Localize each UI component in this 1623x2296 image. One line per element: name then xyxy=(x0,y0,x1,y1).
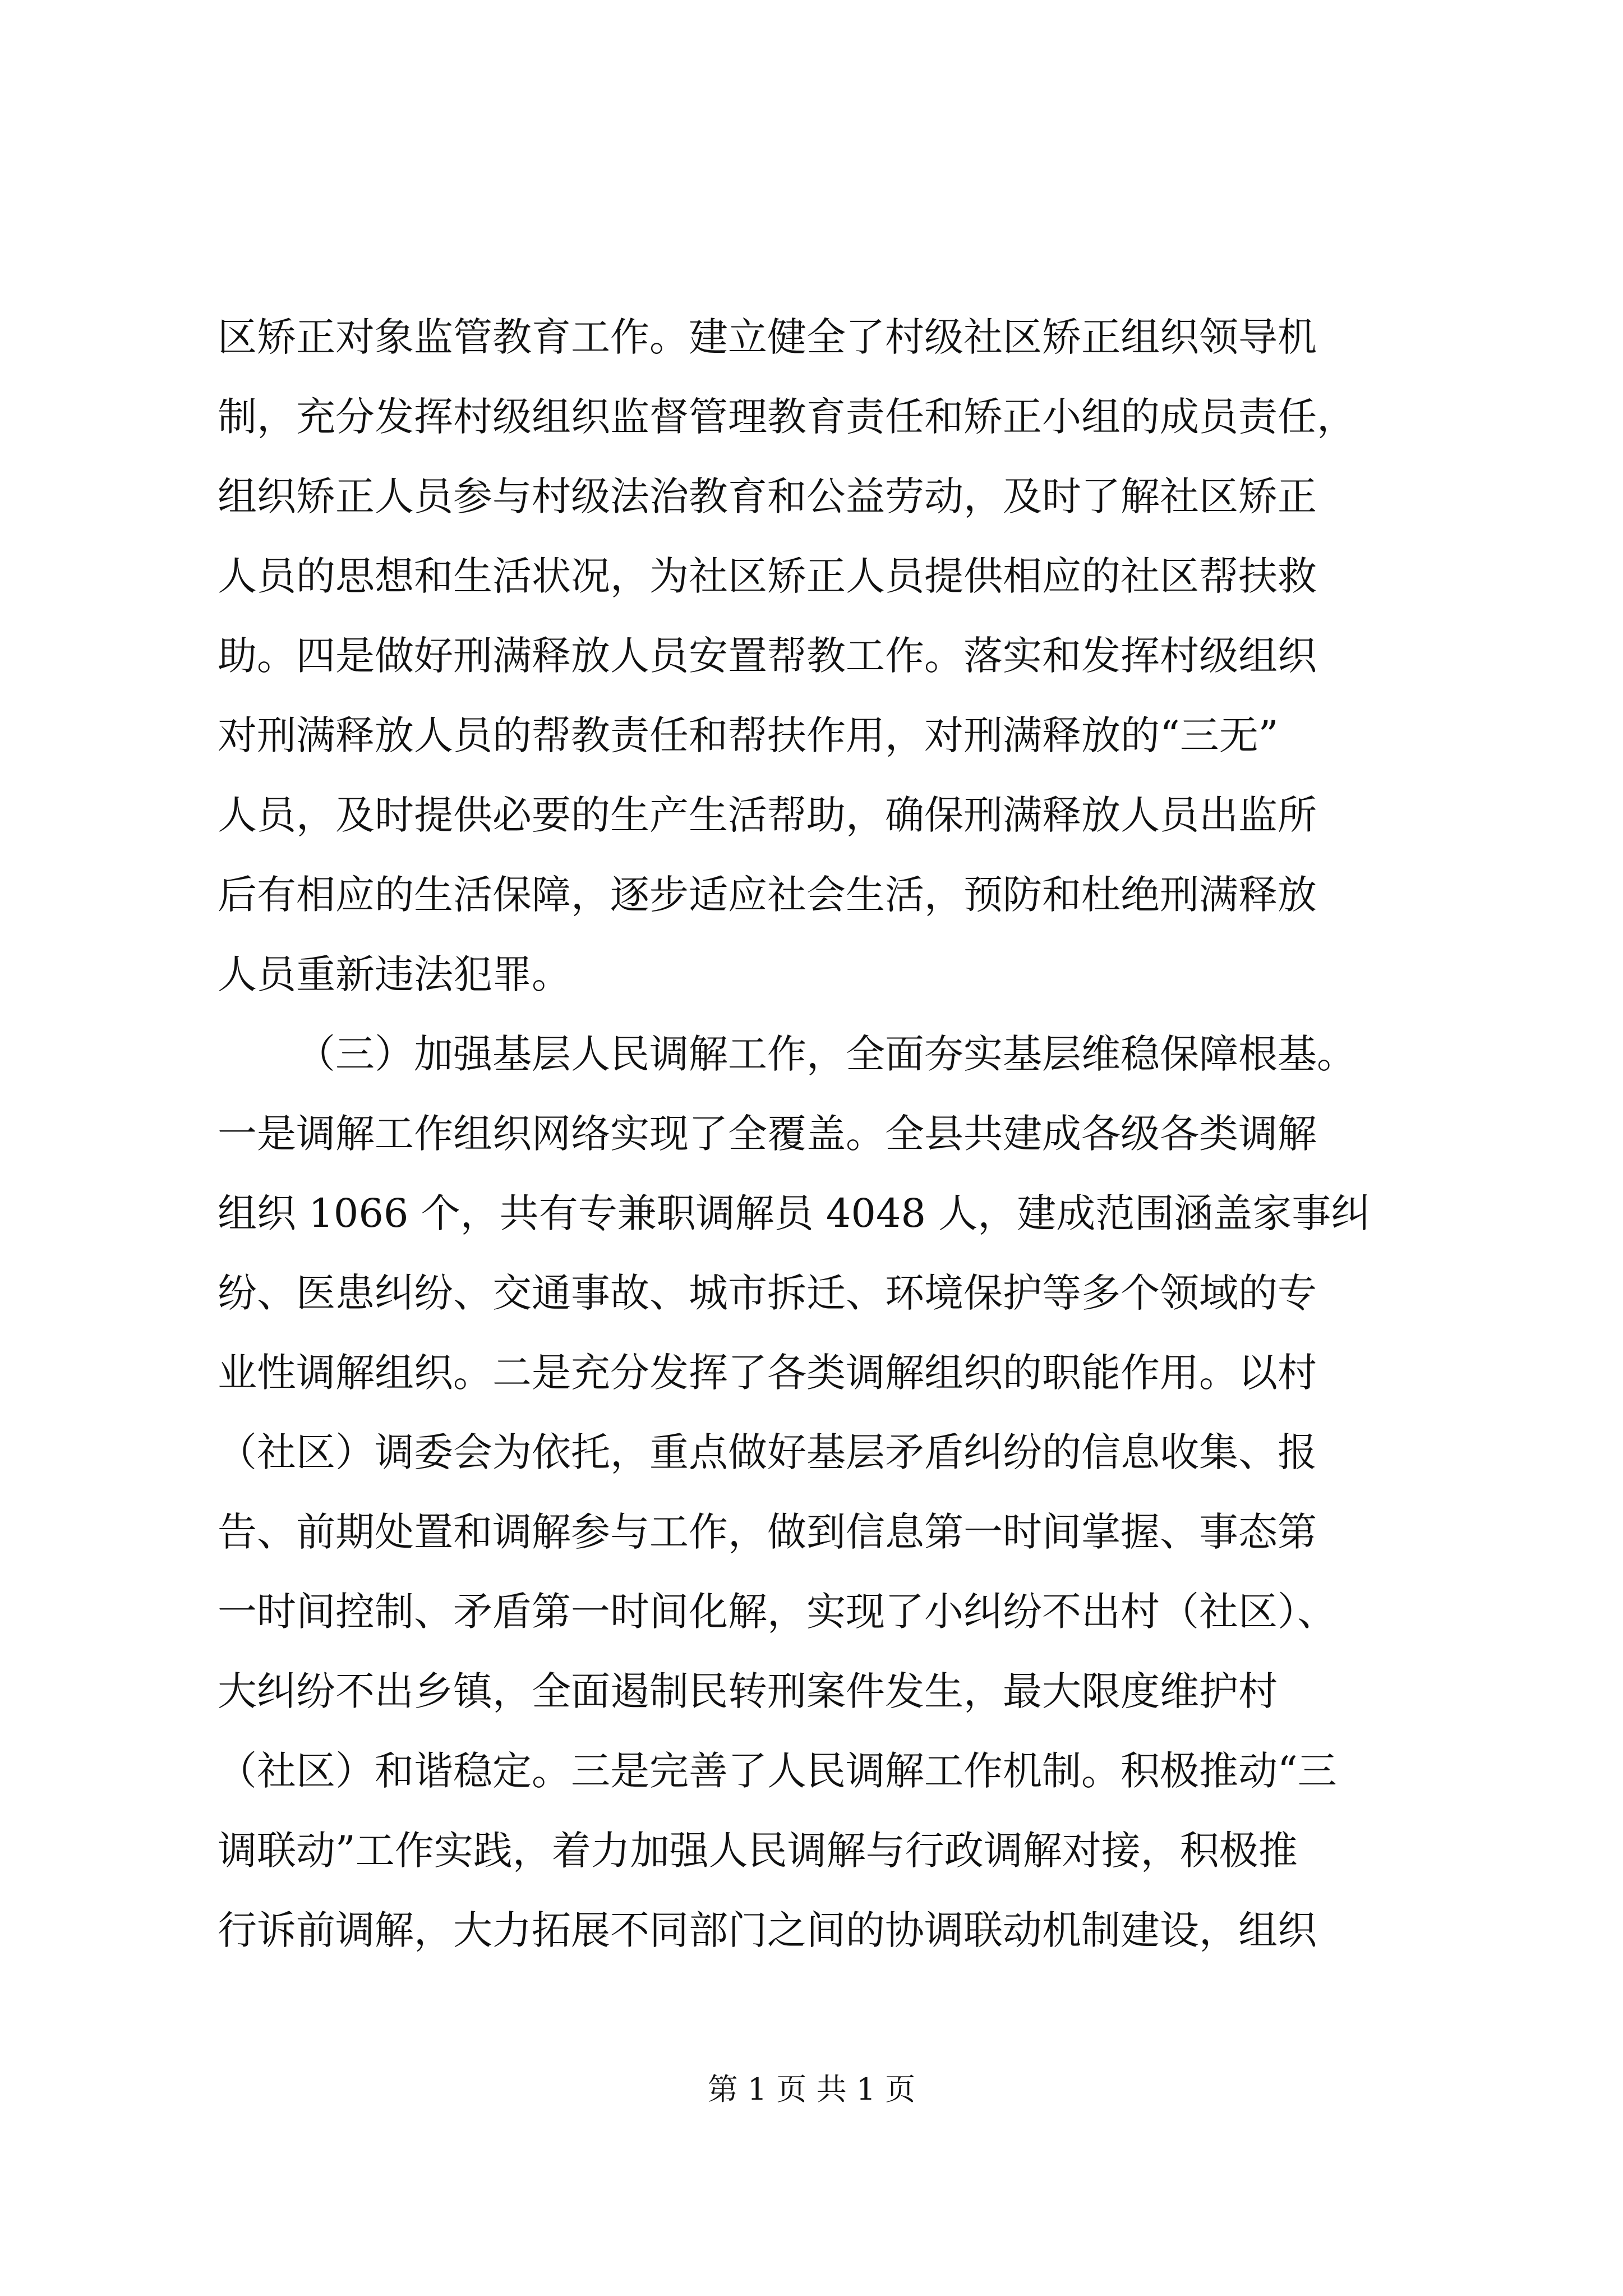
text-line: 组织矫正人员参与村级法治教育和公益劳动，及时了解社区矫正 xyxy=(218,473,1317,519)
text-line: 人员重新违法犯罪。 xyxy=(218,951,571,997)
text-line: 人员，及时提供必要的生产生活帮助，确保刑满释放人员出监所 xyxy=(218,792,1317,838)
text-line: 一时间控制、矛盾第一时间化解，实现了小纠纷不出村（社区）、 xyxy=(218,1589,1336,1635)
text-line: 业性调解组织。二是充分发挥了各类调解组织的职能作用。以村 xyxy=(218,1350,1317,1396)
text-line: 告、前期处置和调解参与工作，做到信息第一时间掌握、事态第 xyxy=(218,1509,1317,1555)
text-line: 人员的思想和生活状况，为社区矫正人员提供相应的社区帮扶救 xyxy=(218,553,1317,599)
text-line: 调联动”工作实践，着力加强人民调解与行政调解对接，积极推 xyxy=(218,1828,1298,1874)
text-line: 助。四是做好刑满释放人员安置帮教工作。落实和发挥村级组织 xyxy=(218,633,1317,679)
text-line: 后有相应的生活保障，逐步适应社会生活，预防和杜绝刑满释放 xyxy=(218,872,1317,918)
text-line: 制，充分发挥村级组织监督管理教育责任和矫正小组的成员责任， xyxy=(218,394,1356,440)
page-number-label: 第 1 页 共 1 页 xyxy=(707,2072,916,2107)
text-line: 纷、医患纠纷、交通事故、城市拆迁、环境保护等多个领域的专 xyxy=(218,1270,1317,1316)
text-line: 一是调解工作组织网络实现了全覆盖。全县共建成各级各类调解 xyxy=(218,1111,1317,1157)
text-line: 大纠纷不出乡镇，全面遏制民转刑案件发生，最大限度维护村 xyxy=(218,1668,1278,1714)
text-line: （社区）调委会为依托，重点做好基层矛盾纠纷的信息收集、报 xyxy=(218,1429,1317,1475)
text-line: （社区）和谐稳定。三是完善了人民调解工作机制。积极推动“三 xyxy=(218,1748,1337,1794)
page-footer xyxy=(0,2070,1623,2109)
text-line: 行诉前调解，大力拓展不同部门之间的协调联动机制建设，组织 xyxy=(218,1907,1317,1953)
text-line: 区矫正对象监管教育工作。建立健全了村级社区矫正组织领导机 xyxy=(218,314,1317,360)
text-line: 组织 1066 个，共有专兼职调解员 4048 人，建成范围涵盖家事纠 xyxy=(218,1190,1371,1236)
text-line: 对刑满释放人员的帮教责任和帮扶作用，对刑满释放的“三无” xyxy=(218,712,1279,758)
section-heading-line: （三）加强基层人民调解工作，全面夯实基层维稳保障根基。 xyxy=(296,1031,1356,1077)
document-body xyxy=(218,297,1454,1970)
